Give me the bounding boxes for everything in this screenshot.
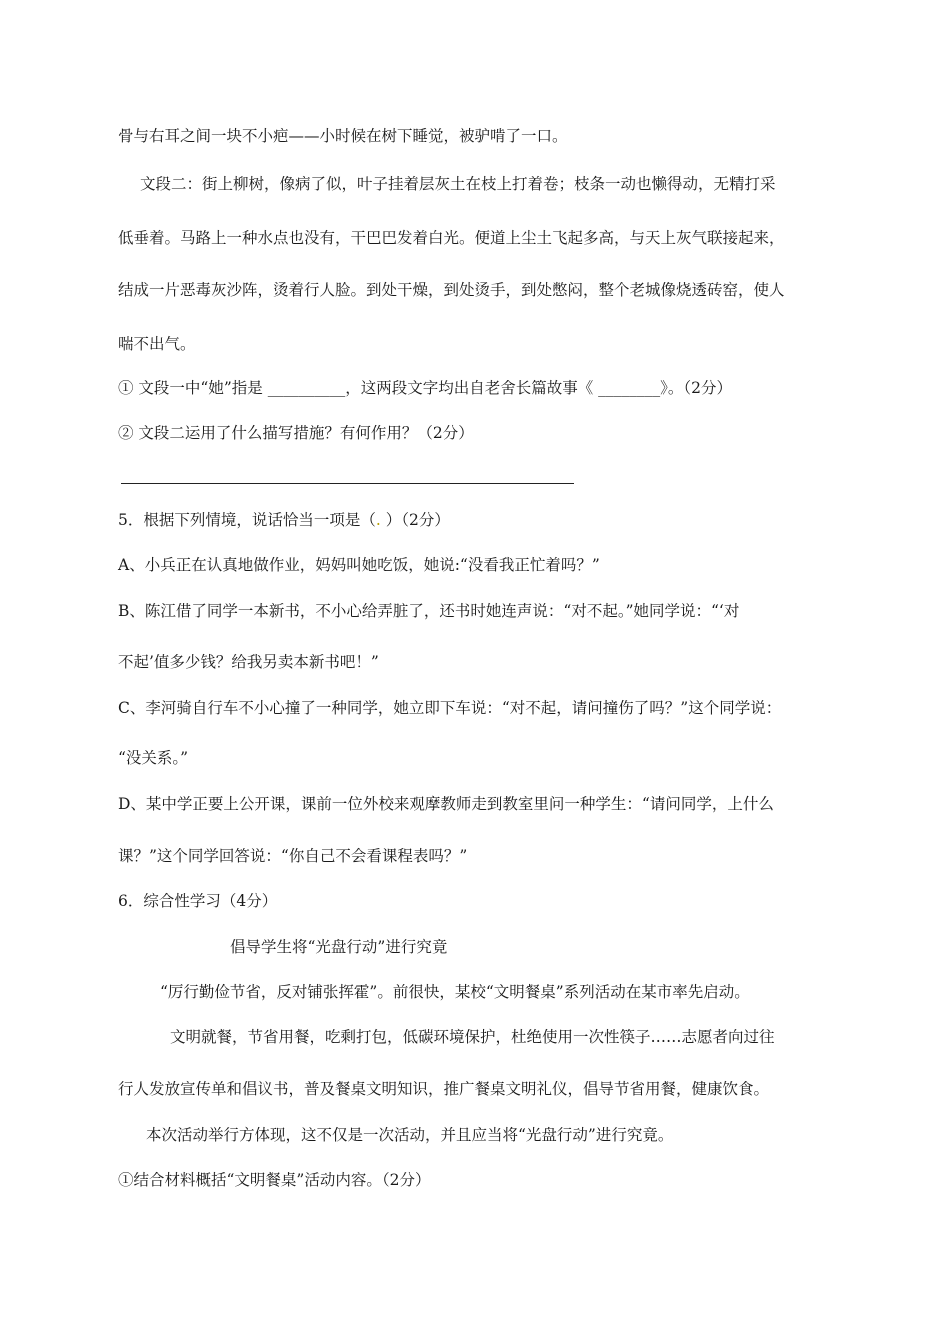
text-line: 低垂着。马路上一种水点也没有，干巴巴发着白光。便道上尘土飞起多高，与天上灰气联接起来， [118, 229, 785, 247]
text-line: “没关系。” [118, 749, 189, 767]
answer-mark: . [375, 511, 381, 529]
text-line: 喘不出气。 [118, 335, 196, 353]
paragraph-start: 文明就餐，节省用餐，吃剩打包，低碳环境保护，杜绝使用一次性筷子……志愿者向过往 [170, 1028, 775, 1046]
question-score: ）（2分） [380, 511, 450, 529]
answer-line [121, 483, 574, 484]
question-text: 5．根据下列情境，说话恰当一项是（ [118, 511, 376, 529]
text-line: 结成一片恶毒灰沙阵，烫着行人脸。到处干燥，到处烫手，到处憋闷，整个老城像烧透砖窑，使人 [118, 281, 785, 299]
question-item: ① 文段一中“她”指是 __________，这两段文字均出自老舍长篇故事《 ________》。（2分） [118, 379, 732, 397]
option-b: B、陈江借了同学一本新书，不小心给弄脏了，还书时她连声说：“对不起。”她同学说：“‘对 [118, 602, 740, 620]
paragraph-start: “厉行勤俭节省，反对铺张挥霍”。前很快，某校“文明餐桌”系列活动在某市率先启动。 [160, 983, 750, 1001]
text-line: 骨与右耳之间一块不小疤——小时候在树下睡觉，被驴啃了一口。 [118, 127, 568, 145]
question-item: ①结合材料概括“文明餐桌”活动内容。（2分） [118, 1171, 431, 1189]
question-title: 6．综合性学习（4分） [118, 892, 278, 910]
text-line: 课？”这个同学回答说：“你自己不会看课程表吗？” [118, 847, 468, 865]
text-line: 行人发放宣传单和倡议书，普及餐桌文明知识，推广餐桌文明礼仪，倡导节省用餐，健康饮食。 [118, 1080, 770, 1098]
option-c: C、李河骑自行车不小心撞了一种同学，她立即下车说：“对不起，请问撞伤了吗？”这个同学说： [118, 699, 782, 717]
question-title [118, 510, 450, 530]
option-d: D、某中学正要上公开课，课前一位外校来观摩教师走到教室里问一种学生：“请问同学，上什么 [118, 795, 774, 813]
paragraph-start: 文段二：街上柳树，像病了似，叶子挂着层灰土在枝上打着卷；枝条一动也懒得动，无精打采 [140, 175, 776, 193]
section-heading: 倡导学生将“光盘行动”进行究竟 [230, 938, 448, 956]
question-item: ② 文段二运用了什么描写措施？有何作用？（2分） [118, 424, 474, 442]
option-a: A、小兵正在认真地做作业，妈妈叫她吃饭，她说:“没看我正忙着吗？” [118, 556, 600, 574]
text-line: 不起’值多少钱？给我另卖本新书吧！” [118, 653, 379, 671]
paragraph-start: 本次活动举行方体现，这不仅是一次活动，并且应当将“光盘行动”进行究竟。 [146, 1126, 674, 1144]
